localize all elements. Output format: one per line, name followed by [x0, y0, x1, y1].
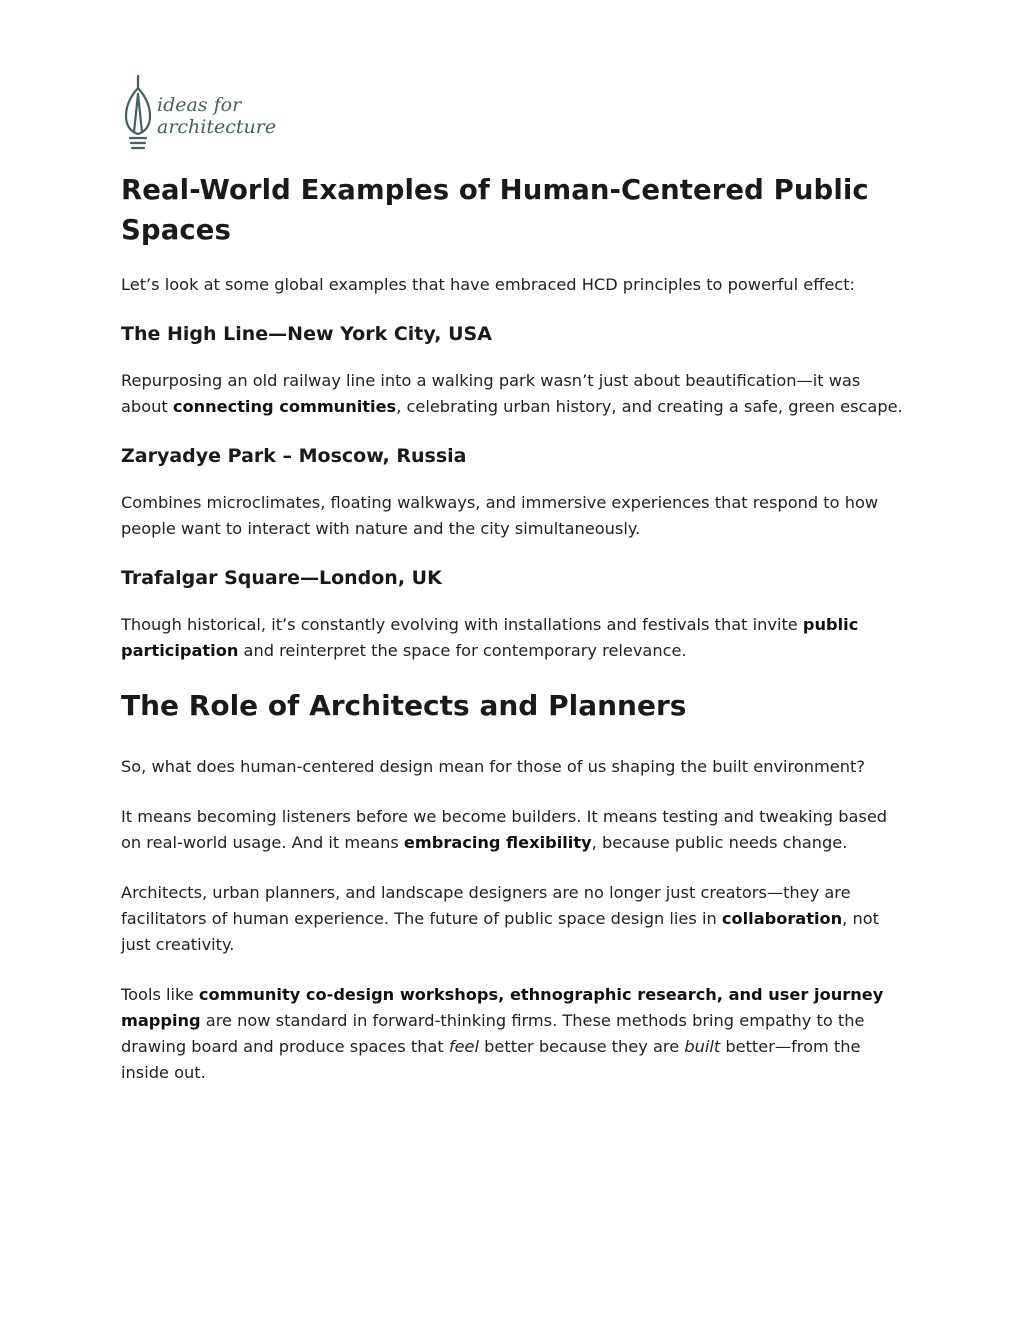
document-page [121, 74, 911, 1110]
italic-text: feel [448, 1037, 479, 1056]
paragraph-trafalgar [121, 612, 911, 664]
bold-text: connecting communities [172, 397, 397, 416]
paragraph-zaryadye: Combines microclimates, floating walkways, and immersive experiences that respond to how people want to interact with nature and the city simultaneously. [121, 493, 879, 538]
heading-trafalgar: Trafalgar Square—London, UK [121, 567, 442, 589]
text-run: better because they are [479, 1037, 685, 1056]
section-title-role: The Role of Architects and Planners [121, 689, 687, 722]
text-run: , celebrating urban history, and creating a safe, green escape. [396, 397, 903, 416]
heading-zaryadye: Zaryadye Park – Moscow, Russia [121, 445, 467, 467]
italic-text: built [684, 1037, 721, 1056]
text-run: Repurposing an old railway line into a walking park wasn’t just about beautification—it was about [121, 371, 861, 416]
text-run: , because public needs change. [591, 833, 848, 852]
section-title-examples: Real-World Examples of Human-Centered Public Spaces [121, 174, 869, 246]
intro-paragraph: Let’s look at some global examples that have embraced HCD principles to powerful effect: [121, 275, 856, 294]
logo-line-2: architecture [157, 116, 277, 138]
paragraph-role-1: So, what does human-centered design mean for those of us shaping the built environment? [121, 757, 865, 776]
bold-text: public participation [121, 615, 859, 660]
paragraph-role-2 [121, 804, 911, 856]
logo-wordmark [157, 94, 276, 138]
heading-high-line: The High Line—New York City, USA [121, 323, 492, 345]
tower-logo-icon [121, 74, 155, 152]
text-run: Tools like [121, 985, 199, 1004]
text-run: are now standard in forward-thinking firms. These methods bring empathy to the drawing board and produce spaces that [121, 1011, 865, 1056]
text-run: , not just creativity. [121, 909, 879, 954]
text-run: It means becoming listeners before we become builders. It means testing and tweaking based on real-world usage. And it means [121, 807, 888, 852]
bold-text: collaboration [721, 909, 843, 928]
paragraph-role-4 [121, 982, 911, 1086]
paragraph-role-3 [121, 880, 911, 958]
bold-text: embracing flexibility [403, 833, 592, 852]
logo-line-1: ideas for [157, 94, 242, 116]
bold-text: community co-design workshops, ethnographic research, and user journey mapping [121, 985, 884, 1030]
text-run: better—from the inside out. [121, 1037, 861, 1082]
text-run: Architects, urban planners, and landscape designers are no longer just creators—they are facilitators of human experience. The future of public space design lies in [121, 883, 851, 928]
text-run: and reinterpret the space for contemporary relevance. [238, 641, 687, 660]
paragraph-high-line [121, 368, 911, 420]
logo [121, 74, 911, 154]
text-run: Though historical, it’s constantly evolving with installations and festivals that invite [121, 615, 803, 634]
